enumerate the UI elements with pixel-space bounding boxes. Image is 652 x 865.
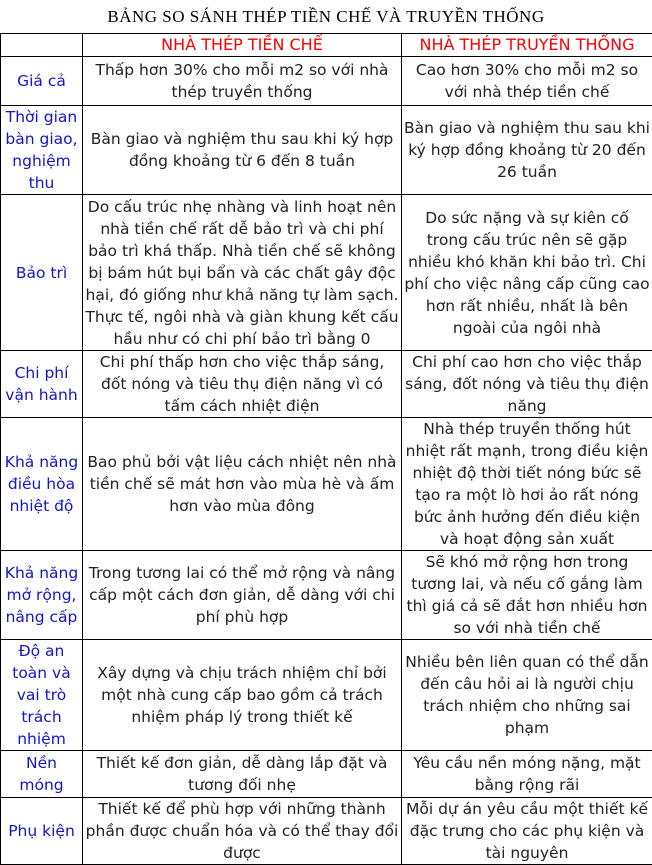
traditional-cell: Yêu cầu nền móng nặng, mặt bằng rộng rãi xyxy=(402,751,652,798)
traditional-cell: Chi phí cao hơn cho việc thắp sáng, đốt nóng và tiêu thụ điện năng xyxy=(402,351,652,418)
criterion-cell: Phụ kiện xyxy=(1,798,83,865)
table-row xyxy=(1,798,652,865)
prefab-cell: Xây dựng và chịu trách nhiệm chỉ bởi một nhà cung cấp bao gồm cả trách nhiệm pháp lý trong thiết kế xyxy=(83,640,402,751)
criterion-cell: Độ an toàn và vai trò trách nhiệm xyxy=(1,640,83,751)
prefab-cell: Thấp hơn 30% cho mỗi m2 so với nhà thép truyền thống xyxy=(83,57,402,106)
criterion-cell: Nền móng xyxy=(1,751,83,798)
table-row xyxy=(1,751,652,798)
criterion-cell: Khả năng điều hòa nhiệt độ xyxy=(1,418,83,551)
prefab-cell: Bao phủ bởi vật liệu cách nhiệt nên nhà tiền chế sẽ mát hơn vào mùa hè và ấm hơn vào mùa đông xyxy=(83,418,402,551)
comparison-table xyxy=(0,33,652,865)
prefab-cell: Thiết kế đơn giản, dễ dàng lắp đặt và tương đối nhẹ xyxy=(83,751,402,798)
table-row xyxy=(1,106,652,195)
prefab-cell: Bàn giao và nghiệm thu sau khi ký hợp đồng khoảng từ 6 đến 8 tuần xyxy=(83,106,402,195)
header-empty-cell xyxy=(1,34,83,57)
criterion-cell: Khả năng mở rộng, nâng cấp xyxy=(1,551,83,640)
traditional-cell: Mỗi dự án yêu cầu một thiết kế đặc trưng cho các phụ kiện và tài nguyên xyxy=(402,798,652,865)
prefab-cell: Thiết kế để phù hợp với những thành phần được chuẩn hóa và có thể thay đổi được xyxy=(83,798,402,865)
header-row xyxy=(1,34,652,57)
table-row xyxy=(1,195,652,351)
prefab-cell: Chi phí thấp hơn cho việc thắp sáng, đốt nóng và tiêu thụ điện năng vì có tấm cách nhiệt điện xyxy=(83,351,402,418)
table-row xyxy=(1,351,652,418)
criterion-cell: Giá cả xyxy=(1,57,83,106)
traditional-cell: Do sức nặng và sự kiên cố trong cấu trúc nên sẽ gặp nhiều khó khăn khi bảo trì. Chi phí cho việc nâng cấp cũng cao hơn rất nhiều, nhất là bên ngoài của ngôi nhà xyxy=(402,195,652,351)
criterion-cell: Bảo trì xyxy=(1,195,83,351)
table-row xyxy=(1,640,652,751)
table-row xyxy=(1,551,652,640)
header-prefab: NHÀ THÉP TIỀN CHẾ xyxy=(83,34,402,57)
traditional-cell: Nhiều bên liên quan có thể dẫn đến câu hỏi ai là người chịu trách nhiệm cho những sai phạm xyxy=(402,640,652,751)
traditional-cell: Sẽ khó mở rộng hơn trong tương lai, và nếu cố gắng làm thì giá cả sẽ đắt hơn nhiều hơn so với nhà tiền chế xyxy=(402,551,652,640)
table-row xyxy=(1,418,652,551)
page-title: BẢNG SO SÁNH THÉP TIỀN CHẾ VÀ TRUYỀN THỐNG xyxy=(0,0,652,33)
traditional-cell: Cao hơn 30% cho mỗi m2 so với nhà thép tiền chế xyxy=(402,57,652,106)
prefab-cell: Do cấu trúc nhẹ nhàng và linh hoạt nên nhà tiền chế rất dễ bảo trì và chi phí bảo trì khá thấp. Nhà tiền chế sẽ không bị bám hút bụi bẩn và các chất gây độc hại, đó giống như khả năng tự làm sạch. Thực tế, ngôi nhà và giàn khung kết cấu hầu như có chi phí bảo trì bằng 0 xyxy=(83,195,402,351)
criterion-cell: Chi phí vận hành xyxy=(1,351,83,418)
traditional-cell: Nhà thép truyền thống hút nhiệt rất mạnh, trong điều kiện nhiệt độ thời tiết nóng bức sẽ tạo ra một lò hơi ảo rất nóng bức ảnh hưởng đến điều kiện và hoạt động sản xuất xyxy=(402,418,652,551)
criterion-cell: Thời gian bàn giao, nghiệm thu xyxy=(1,106,83,195)
header-traditional: NHÀ THÉP TRUYỀN THỐNG xyxy=(402,34,652,57)
prefab-cell: Trong tương lai có thể mở rộng và nâng cấp một cách đơn giản, dễ dàng với chi phí phù hợp xyxy=(83,551,402,640)
table-row xyxy=(1,57,652,106)
traditional-cell: Bàn giao và nghiệm thu sau khi ký hợp đồng khoảng từ 20 đến 26 tuần xyxy=(402,106,652,195)
